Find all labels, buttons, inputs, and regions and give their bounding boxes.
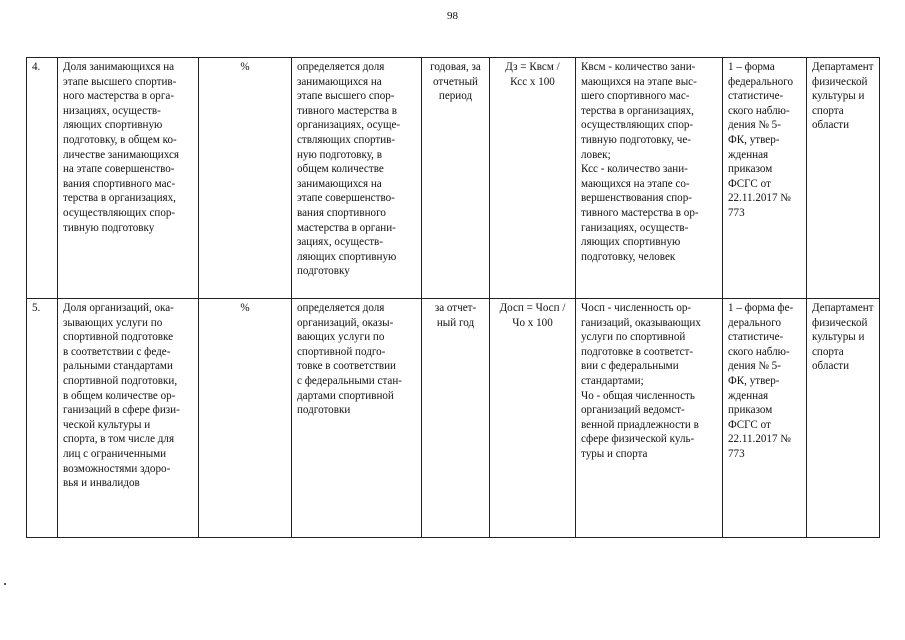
data-source: 1 – форма фе- дерального статистиче- ского наблю- дения № 5- ФК, утвер- жденная приказом ФСГС от 22.11.2017 № 773 — [723, 299, 807, 538]
formula-variables: Квсм - количество зани- мающихся на этапе выс- шего спортивного мас- терства в организациях, осуществляющих спор- тивную подготовку, че- ловек; Ксс - количество зани- мающихся на этапе со- вершенствования спор- тивного мастерства в ор- ганизациях, осуществ- ляющих спортивную подготовку, человек — [576, 58, 723, 299]
reporting-period: годовая, за отчетный период — [422, 58, 490, 299]
responsible-department: Департамент физической культуры и спорта области — [807, 299, 880, 538]
page-number: 98 — [447, 10, 458, 22]
table-row — [27, 58, 880, 299]
indicator-name: Доля организаций, ока- зывающих услуги по спортивной подготовке в соответствии с феде- ральными стандартами спортивной подготовки, в общем количестве ор- ганизаций в сфере физи- ческой культуры и спорта, в том числе для лиц с ограниченными возможностями здоро- вья и инвалидов — [58, 299, 199, 538]
unit-of-measure: % — [199, 58, 292, 299]
indicators-table — [26, 57, 880, 538]
unit-of-measure: % — [199, 299, 292, 538]
responsible-department: Департамент физической культуры и спорта области — [807, 58, 880, 299]
row-number: 5. — [27, 299, 58, 538]
reporting-period: за отчет- ный год — [422, 299, 490, 538]
formula: Дз = Квсм / Ксс х 100 — [490, 58, 576, 299]
calculation-method: определяется доля организаций, оказы- вающих услуги по спортивной подго- товке в соответствии с федеральными стан- дартами спортивной подготовки — [292, 299, 422, 538]
scan-speck — [4, 583, 6, 585]
calculation-method: определяется доля занимающихся на этапе высшего спор- тивного мастерства в организациях, осуще- ствляющих спортив- ную подготовку, в общем количестве занимающихся на этапе совершенство- вания спортивного мастерства в органи- зациях, осуществ- ляющих спортивную подготовку — [292, 58, 422, 299]
table-row — [27, 299, 880, 538]
formula-variables: Чосп - численность ор- ганизаций, оказывающих услуги по спортивной подготовке в соответст- вии с федеральными стандартами; Чо - общая численность организаций ведомст- венной приадлежности в сфере физической куль- туры и спорта — [576, 299, 723, 538]
formula: Досп = Чосп / Чо х 100 — [490, 299, 576, 538]
indicator-name: Доля занимающихся на этапе высшего спортив- ного мастерства в орга- низациях, осуществ- ляющих спортивную подготовку, в общем ко- личестве занимающихся на этапе совершенство- вания спортивного мас- терства в организациях, осуществляющих спор- тивную подготовку — [58, 58, 199, 299]
row-number: 4. — [27, 58, 58, 299]
data-source: 1 – форма федерального статистиче- ского наблю- дения № 5- ФК, утвер- жденная приказом ФСГС от 22.11.2017 № 773 — [723, 58, 807, 299]
